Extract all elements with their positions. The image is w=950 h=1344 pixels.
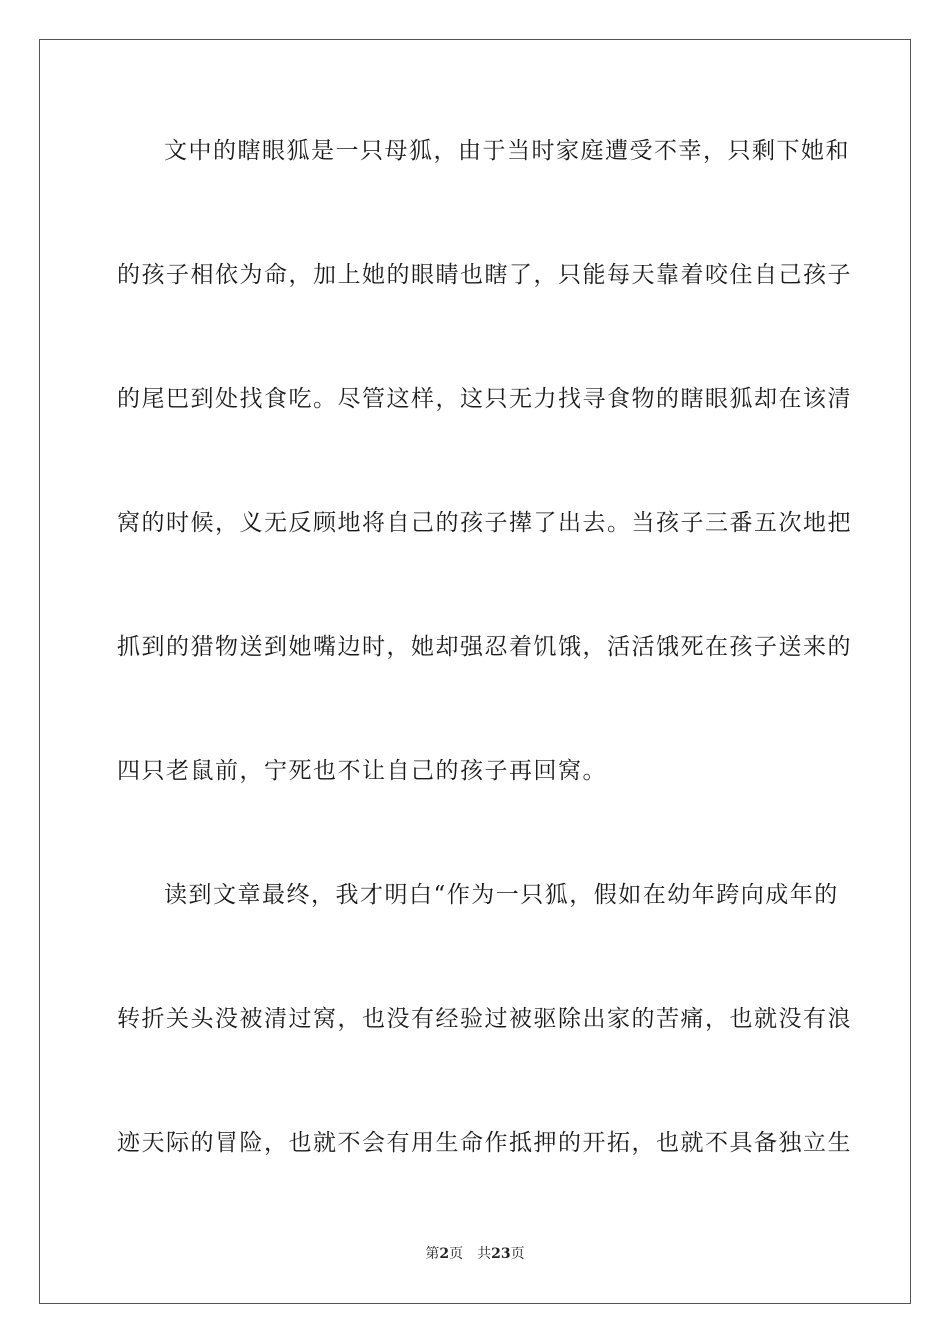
paragraph-1-line-4: 窝的时候，义无反顾地将自己的孩子撵了出去。当孩子三番五次地把 xyxy=(117,510,852,536)
paragraph-1-line-3: 的尾巴到处找食吃。尽管这样，这只无力找寻食物的瞎眼狐却在该清 xyxy=(117,386,852,412)
page-border xyxy=(39,39,911,1304)
paragraph-1-line-1: 文中的瞎眼狐是一只母狐，由于当时家庭遭受不幸，只剩下她和 xyxy=(164,138,850,164)
page-prefix: 第 xyxy=(425,1246,440,1262)
total-suffix: 页 xyxy=(510,1246,525,1262)
page-suffix: 页 xyxy=(449,1246,464,1262)
paragraph-2-line-1: 读到文章最终，我才明白“作为一只狐，假如在幼年跨向成年的 xyxy=(164,882,839,908)
paragraph-2-line-2: 转折关头没被清过窝，也没有经验过被驱除出家的苦痛，也就没有浪 xyxy=(117,1006,852,1032)
paragraph-1-line-6: 四只老鼠前，宁死也不让自己的孩子再回窝。 xyxy=(117,758,607,784)
page-total: 23 xyxy=(491,1246,511,1262)
paragraph-1-line-5: 抓到的猎物送到她嘴边时，她却强忍着饥饿，活活饿死在孩子送来的 xyxy=(117,634,852,660)
total-prefix: 共 xyxy=(477,1246,492,1262)
paragraph-1-line-2: 的孩子相依为命，加上她的眼睛也瞎了，只能每天靠着咬住自己孩子 xyxy=(117,262,852,288)
paragraph-2-line-3: 迹天际的冒险，也就不会有用生命作抵押的开拓，也就不具备独立生 xyxy=(117,1130,852,1156)
page-footer xyxy=(0,1244,950,1264)
page-number: 2 xyxy=(439,1246,450,1262)
